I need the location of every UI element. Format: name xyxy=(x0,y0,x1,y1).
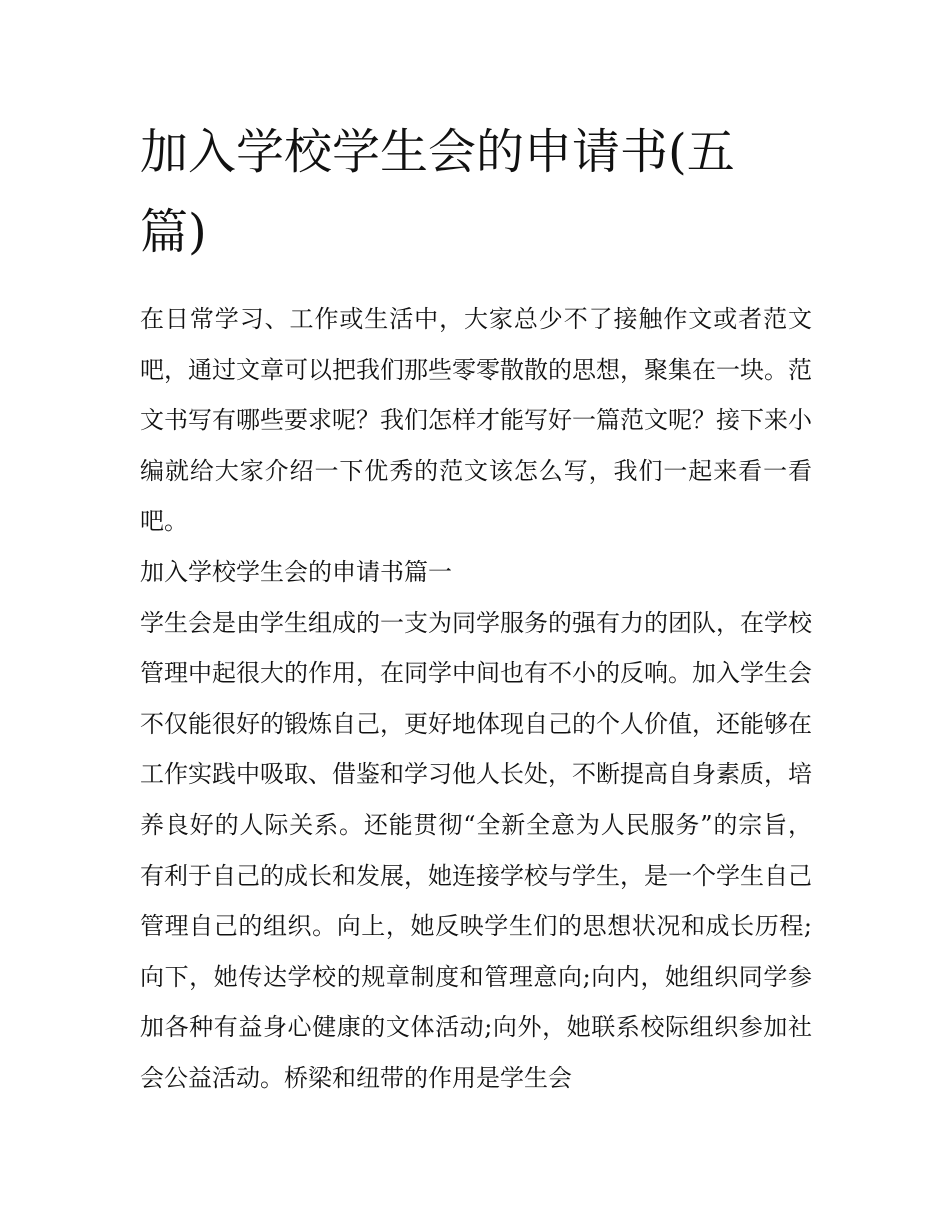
body-paragraph: 学生会是由学生组成的一支为同学服务的强有力的团队，在学校管理中起很大的作用，在同学中间也有不小的反响。加入学生会不仅能很好的锻炼自己，更好地体现自己的个人价值，还能够在工作实践中吸取、借鉴和学习他人长处，不断提高自身素质，培养良好的人际关系。还能贯彻“全新全意为人民服务”的宗旨，有利于自己的成长和发展，她连接学校与学生，是一个学生自己管理自己的组织。向上，她反映学生们的思想状况和成长历程;向下，她传达学校的规章制度和管理意向;向内，她组织同学参加各种有益身心健康的文体活动;向外，她联系校际组织参加社会公益活动。桥梁和纽带的作用是学生会 xyxy=(140,608,812,1092)
document-content xyxy=(140,112,812,1104)
document-title: 加入学校学生会的申请书(五篇) xyxy=(140,124,735,260)
section-heading: 加入学校学生会的申请书篇一 xyxy=(140,557,452,586)
intro-paragraph: 在日常学习、工作或生活中，大家总少不了接触作文或者范文吧，通过文章可以把我们那些零零散散的思想，聚集在一块。范文书写有哪些要求呢？我们怎样才能写好一篇范文呢？接下来小编就给大家介绍一下优秀的范文该怎么写，我们一起来看一看吧。 xyxy=(140,305,812,536)
